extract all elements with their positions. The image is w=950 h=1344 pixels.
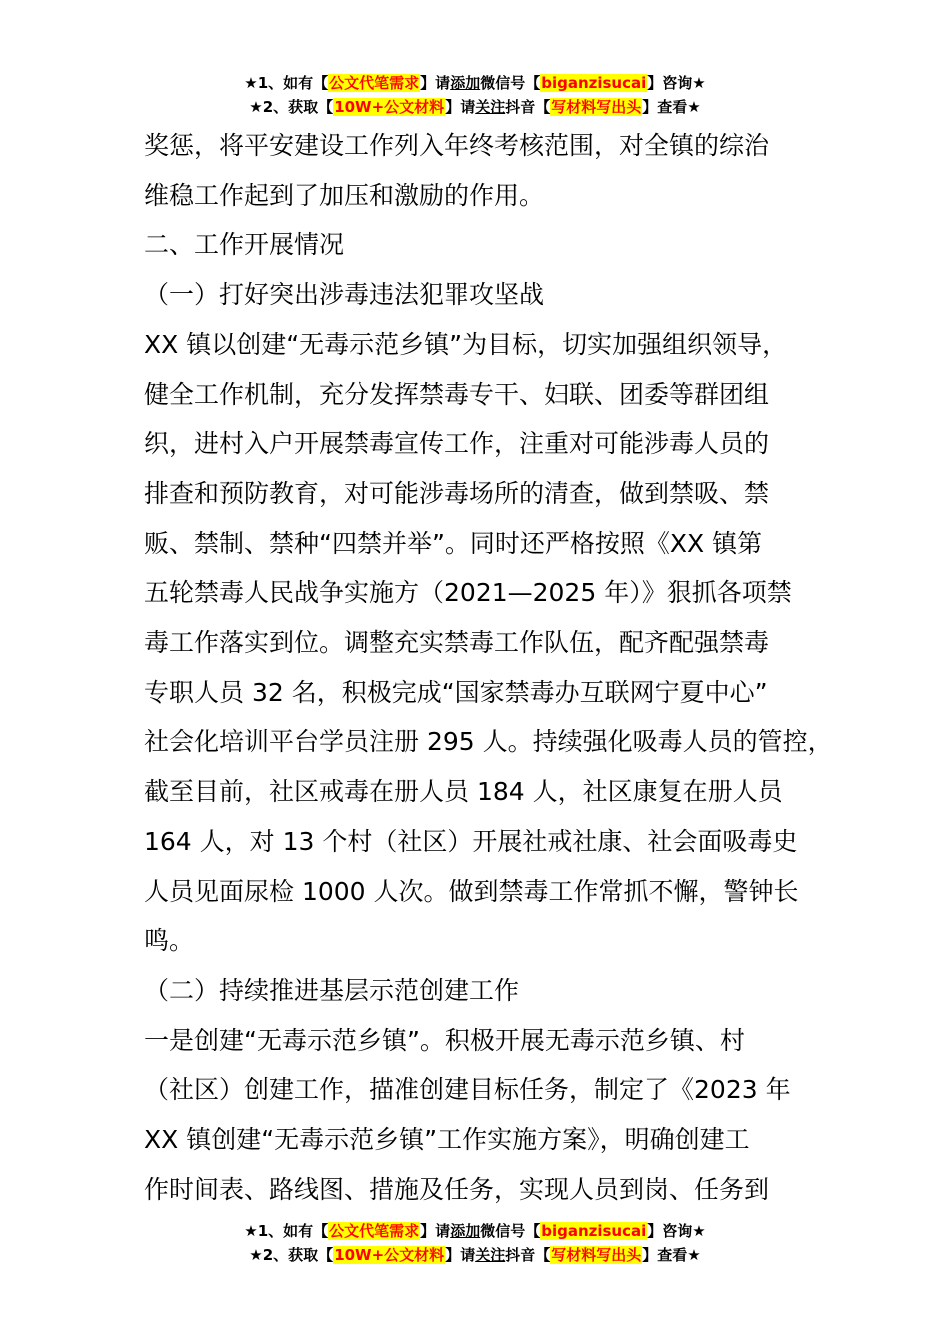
body-line: 奖惩，将平安建设工作列入年终考核范围，对全镇的综治 [144,131,770,160]
promo-text: 】咨询★ [647,1222,706,1240]
promo-line-2 [0,95,950,119]
body-line: （社区）创建工作，描准创建目标任务，制定了《2023 年 [144,1075,791,1105]
body-line: 维稳工作起到了加压和激励的作用。 [144,180,545,210]
section-heading: 二、工作开展情况 [144,230,345,260]
body-line: 164 人，对 13 个村（社区）开展社戒社康、社会面吸毒史 [144,826,798,856]
promo-text: 】查看★ [642,98,701,116]
promo-text: 】请 [420,1222,451,1240]
subsection-heading: （二）持续推进基层示范创建工作 [144,975,520,1005]
promo-highlight: 10W+公文材料 [334,1246,445,1264]
body-line: 五轮禁毒人民战争实施方（2021—2025 年）》狠抓各项禁 [144,578,792,608]
subsection-heading: （一）打好突出涉毒违法犯罪攻坚战 [144,280,545,310]
promo-text: ★1、如有【 [244,1222,329,1240]
body-line: XX 镇以创建“无毒示范乡镇”为目标，切实加强组织领导， [144,329,788,359]
promo-text: 】请 [420,74,451,92]
promo-text: ★2、获取【 [249,98,334,116]
promo-underline: 关注 [475,98,506,116]
promo-underline: 关注 [475,1246,506,1264]
promo-underline: 添加 [450,74,481,92]
footer-promo-banner [0,1219,950,1267]
body-line: 人员见面尿检 1000 人次。做到禁毒工作常抓不懈，警钟长 [144,876,799,906]
body-line: 排查和预防教育，对可能涉毒场所的清查，做到禁吸、禁 [144,478,770,508]
promo-highlight: biganzisucai [541,74,647,92]
document-body [144,121,834,1214]
body-line: 毒工作落实到位。调整充实禁毒工作队伍，配齐配强禁毒 [144,628,770,658]
promo-text: 】请 [445,98,476,116]
body-line: 截至目前，社区戒毒在册人员 184 人，社区康复在册人员 [144,777,783,807]
promo-highlight: 写材料写出头 [551,1246,642,1264]
promo-text: 】请 [445,1246,476,1264]
promo-text: 微信号【 [480,74,541,92]
promo-highlight: 公文代笔需求 [329,1222,420,1240]
promo-text: 】查看★ [642,1246,701,1264]
promo-highlight: biganzisucai [541,1222,647,1240]
body-line: 作时间表、路线图、措施及任务，实现人员到岗、任务到 [144,1174,770,1204]
promo-text: 抖音【 [505,1246,551,1264]
body-line: 鸣。 [144,926,195,956]
body-line: 织，进村入户开展禁毒宣传工作，注重对可能涉毒人员的 [144,429,770,459]
promo-text: 】咨询★ [647,74,706,92]
promo-text: 微信号【 [480,1222,541,1240]
body-line: XX 镇创建“无毒示范乡镇”工作实施方案》，明确创建工 [144,1125,750,1155]
body-line: 贩、禁制、禁种“四禁并举”。同时还严格按照《XX 镇第 [144,528,763,558]
promo-highlight: 10W+公文材料 [334,98,445,116]
promo-underline: 添加 [450,1222,481,1240]
promo-line-2 [0,1243,950,1267]
body-line: 社会化培训平台学员注册 295 人。持续强化吸毒人员的管控， [144,727,833,757]
promo-text: ★2、获取【 [249,1246,334,1264]
promo-highlight: 公文代笔需求 [329,74,420,92]
promo-highlight: 写材料写出头 [551,98,642,116]
body-line: 专职人员 32 名，积极完成“国家禁毒办互联网宁夏中心” [144,677,768,707]
body-line: 健全工作机制，充分发挥禁毒专干、妇联、团委等群团组 [144,379,770,409]
header-promo-banner [0,71,950,119]
promo-line-1 [0,71,950,95]
body-line: 一是创建“无毒示范乡镇”。积极开展无毒示范乡镇、村 [144,1025,745,1055]
promo-text: 抖音【 [505,98,551,116]
promo-text: ★1、如有【 [244,74,329,92]
promo-line-1 [0,1219,950,1243]
